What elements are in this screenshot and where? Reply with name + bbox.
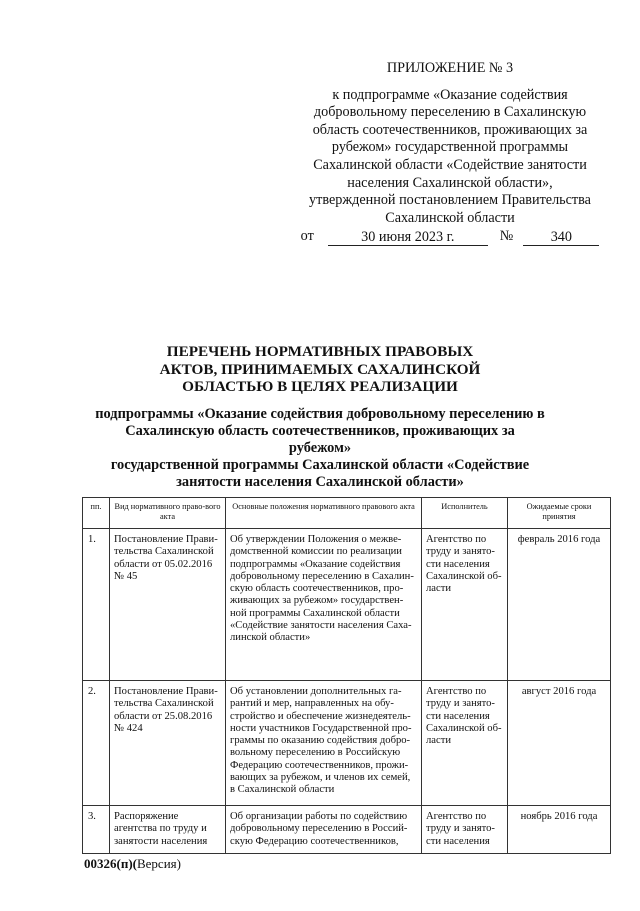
subtitle-line: государственной программы Сахалинской области «Содействие <box>110 457 530 473</box>
table-header-row <box>83 498 611 529</box>
header-act-type: Вид нормативного право-вого акта <box>110 498 226 529</box>
table-row <box>83 681 611 806</box>
header-provisions: Основные положения нормативного правового акта <box>226 498 422 529</box>
row-act-type: Постановление Прави-тельства Сахалинской области от 05.02.2016 № 45 <box>110 529 226 681</box>
subtitle-line: Сахалинскую область соотечественников, проживающих за рубежом» <box>125 423 515 456</box>
row-act-type: Постановление Прави-тельства Сахалинской области от 25.08.2016 № 424 <box>110 681 226 806</box>
subtitle-line: подпрограммы «Оказание содействия добровольному переселению в <box>95 406 545 422</box>
subtitle-line: занятости населения Сахалинской области» <box>176 474 464 490</box>
appendix-line: Сахалинской области «Содействие занятости <box>313 156 587 173</box>
row-executor: Агентство по труду и занято-сти населения <box>422 806 508 854</box>
appendix-line: утвержденной постановлением Правительства <box>309 192 591 209</box>
row-number: 3. <box>83 806 110 854</box>
appendix-heading: ПРИЛОЖЕНИЕ № 3 <box>386 60 514 76</box>
row-number: 2. <box>83 681 110 806</box>
footer-version: Версия) <box>136 856 181 871</box>
row-executor: Агентство по труду и занято-сти населения Сахалинской об-ласти <box>422 529 508 681</box>
footer-code <box>84 856 181 872</box>
row-act-type: Распоряжение агентства по труду и занятости населения <box>110 806 226 854</box>
row-deadline: август 2016 года <box>508 681 611 806</box>
resolution-number: 340 <box>523 229 599 246</box>
resolution-date: 30 июня 2023 г. <box>328 229 488 246</box>
resolution-date-line <box>290 228 610 246</box>
title-line: АКТОВ, ПРИНИМАЕМЫХ САХАЛИНСКОЙ <box>159 360 481 378</box>
header-num: пп. <box>83 498 110 529</box>
table-row <box>83 529 611 681</box>
row-provisions: Об утверждении Положения о межве-домственной комиссии по реализации подпрограммы «Оказание содействия добровольному переселению в Сахалин-скую область соотечественников, про-живающих за рубежом» государствен-ной программы Сахалинской области «Содействие занятости населения Саха-линской области» <box>226 529 422 681</box>
row-deadline: ноябрь 2016 года <box>508 806 611 854</box>
appendix-line: рубежом» государственной программы <box>331 139 569 156</box>
appendix-line: область соотечественников, проживающих за <box>312 121 588 138</box>
title-line: ОБЛАСТЬЮ В ЦЕЛЯХ РЕАЛИЗАЦИИ <box>182 378 458 395</box>
number-label: № <box>499 228 514 245</box>
from-label: от <box>300 228 314 245</box>
table-row <box>83 806 611 854</box>
appendix-line: к подпрограмме «Оказание содействия <box>332 86 568 103</box>
row-provisions: Об организации работы по содействию добровольному переселению в Россий-скую Федерацию соотечественников, <box>226 806 422 854</box>
header-deadline: Ожидаемые сроки принятия <box>508 498 611 529</box>
footer-doc-code: 00326(п)( <box>84 856 137 871</box>
header-executor: Исполнитель <box>422 498 508 529</box>
appendix-block <box>290 60 610 246</box>
title-line: ПЕРЕЧЕНЬ НОРМАТИВНЫХ ПРАВОВЫХ <box>166 343 474 360</box>
appendix-line: Сахалинской области <box>385 209 515 226</box>
row-executor: Агентство по труду и занято-сти населения Сахалинской об-ласти <box>422 681 508 806</box>
appendix-line: добровольному переселению в Сахалинскую <box>313 104 587 121</box>
document-subtitle <box>95 406 545 491</box>
row-number: 1. <box>83 529 110 681</box>
acts-table <box>82 497 611 854</box>
row-provisions: Об установлении дополнительных га-рантий и мер, направленных на обу-стройство и обеспечение жизнедеятель-ности участников Государственной про-граммы по оказанию содействия добро-вольному переселению в Российскую Федерацию соотечественников, прожи-вающих за рубежом, и членов их семей, в Сахалинской области <box>226 681 422 806</box>
document-title <box>120 343 520 396</box>
row-deadline: февраль 2016 года <box>508 529 611 681</box>
appendix-line: населения Сахалинской области», <box>347 174 553 191</box>
